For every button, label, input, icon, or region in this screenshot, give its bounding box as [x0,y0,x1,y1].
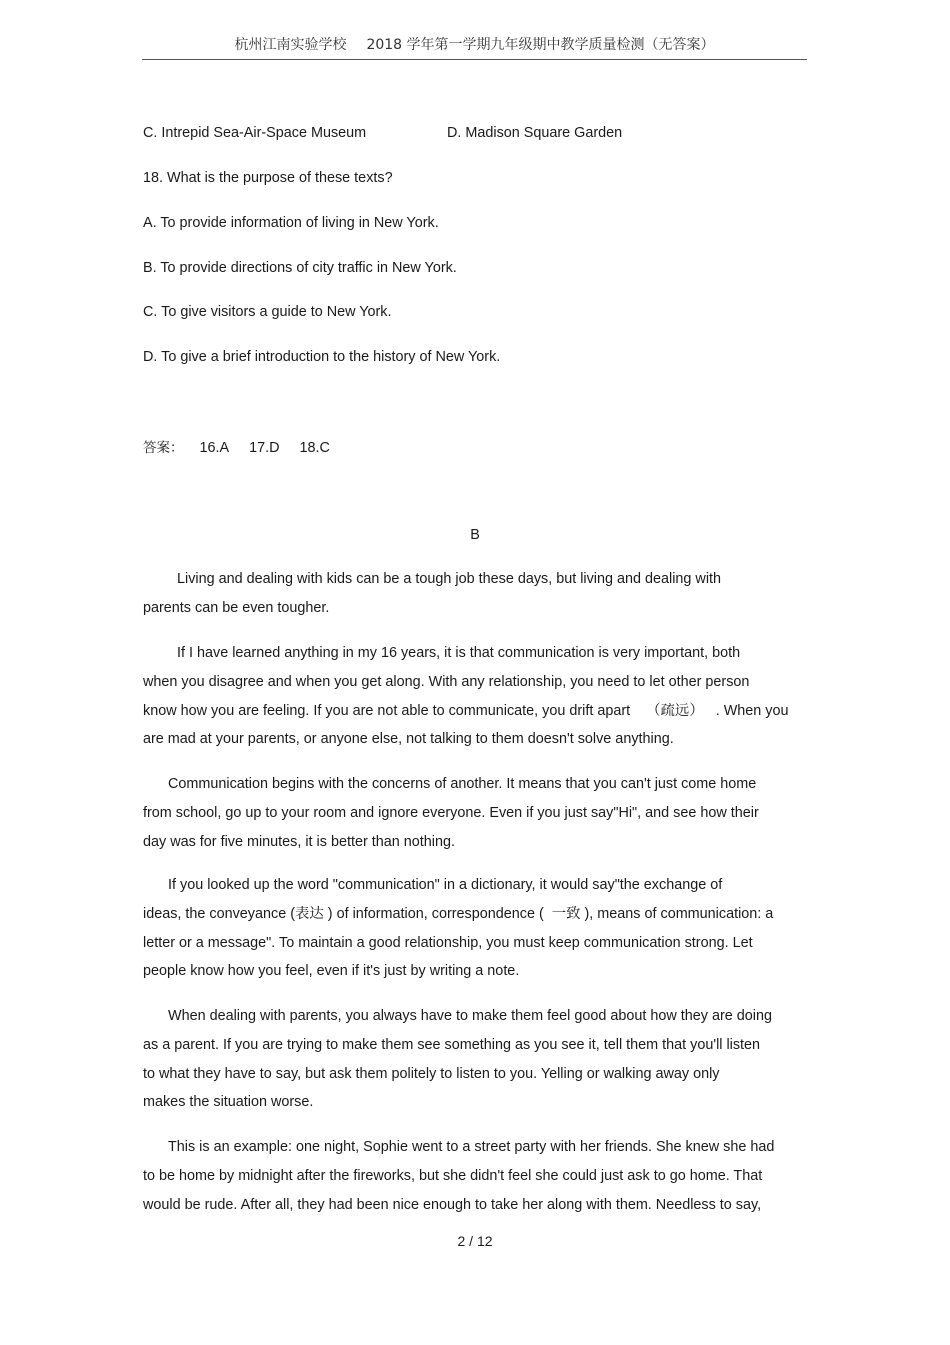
q18-question: 18. What is the purpose of these texts? [143,170,393,186]
paragraph-line: This is an example: one night, Sophie went to a street party with her friends. She knew she had [168,1139,775,1155]
paragraph-line: as a parent. If you are trying to make them see something as you see it, tell them that you'll listen [143,1036,761,1053]
paragraph-line: day was for five minutes, it is better than nothing. [143,833,455,850]
q17-option-c: C. Intrepid Sea-Air-Space Museum [143,125,367,141]
q18-option-b: B. To provide directions of city traffic in New York. [143,260,457,276]
answer-18: 18.C [299,440,330,456]
header-rule [142,59,807,60]
paragraph-line: When dealing with parents, you always have to make them feel good about how they are doing [168,1008,772,1024]
paragraph-6 [143,1133,808,1219]
paragraph-line: people know how you feel, even if it's just by writing a note. [143,963,520,980]
page-header [142,34,807,54]
answer-17: 17.D [249,440,280,456]
paragraph-line: are mad at your parents, or anyone else, not talking to them doesn't solve anything. [143,731,674,748]
section-title: B [470,527,480,543]
page-number: 2 / 12 [457,1233,493,1249]
q18-option-a: A. To provide information of living in New York. [143,215,439,231]
paragraph-line: from school, go up to your room and ignore everyone. Even if you just say"Hi", and see how their [143,804,759,821]
paragraph-line: know how you are feeling. If you are not able to communicate, you drift apart （疏远） . When you [143,702,789,719]
paragraph-line: Living and dealing with kids can be a tough job these days, but living and dealing with [177,571,722,587]
paragraph-line: when you disagree and when you get along. With any relationship, you need to let other person [143,673,750,690]
paragraph-2 [143,639,808,754]
paragraph-line: to be home by midnight after the fireworks, but she didn't feel she could just ask to go home. That [143,1167,763,1184]
paragraph-line: Communication begins with the concerns of another. It means that you can't just come home [168,776,757,792]
paragraph-line: would be rude. After all, they had been nice enough to take her along with them. Needless to say, [143,1196,762,1213]
paragraph-3 [143,770,808,856]
q18-option-c: C. To give visitors a guide to New York. [143,304,392,320]
header-school: 杭州江南实验学校 [234,37,347,53]
paragraph-line: parents can be even tougher. [143,599,330,616]
paragraph-line: If I have learned anything in my 16 years, it is that communication is very important, both [177,645,741,661]
paragraph-line: letter or a message". To maintain a good relationship, you must keep communication strong. Let [143,934,753,951]
paragraph-5 [143,1002,808,1117]
paragraph-line: ideas, the conveyance (表达 ) of information, correspondence ( 一致 ), means of communication: a [143,905,774,922]
q18-option-d: D. To give a brief introduction to the history of New York. [143,349,501,365]
q17-option-d: D. Madison Square Garden [447,125,623,141]
paragraph-line: makes the situation worse. [143,1094,314,1111]
paragraph-line: If you looked up the word "communication" in a dictionary, it would say"the exchange of [168,877,723,893]
header-exam: 2018 学年第一学期九年级期中教学质量检测（无答案） [366,37,715,53]
paragraph-4 [143,871,808,986]
answer-16: 16.A [199,440,230,456]
paragraph-line: to what they have to say, but ask them politely to listen to you. Yelling or walking away only [143,1065,720,1082]
answer-line [143,436,330,456]
answer-label: 答案： [143,440,184,456]
paragraph-1 [143,565,808,623]
